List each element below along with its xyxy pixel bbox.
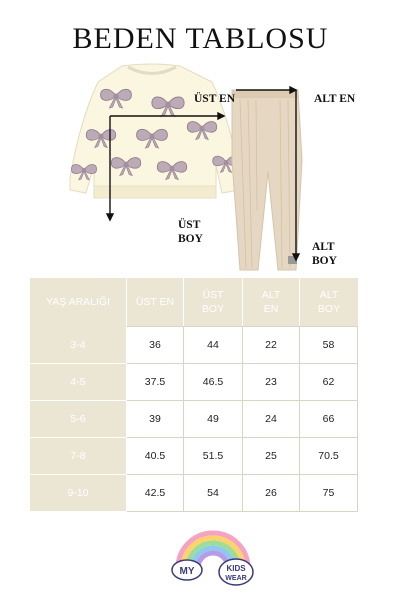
header-alt-boy: ALT BOY — [300, 278, 358, 326]
header-ust-en: ÜST EN — [127, 278, 184, 326]
cell-age: 3-4 — [30, 326, 127, 364]
label-alt-boy — [312, 240, 337, 268]
header-ust-boy: ÜST BOY — [184, 278, 243, 326]
brand-logo — [170, 526, 256, 588]
label-ust-boy — [178, 218, 203, 246]
label-alt-en: ALT EN — [314, 93, 356, 105]
cell-age: 5-6 — [30, 401, 127, 438]
table-header-row — [30, 278, 358, 326]
label-alt-boy-line1: ALT — [312, 241, 335, 253]
cell-ust-boy: 44 — [184, 326, 243, 364]
rainbow-icon — [170, 526, 256, 588]
logo-word-wear: WEAR — [225, 575, 247, 582]
page-title: BEDEN TABLOSU — [72, 22, 329, 55]
cell-ust-boy: 51.5 — [184, 438, 243, 475]
cell-ust-boy: 54 — [184, 475, 243, 512]
label-ust-boy-line1: ÜST — [178, 219, 201, 231]
table-row — [30, 364, 358, 401]
pants-shape — [232, 90, 302, 270]
cell-alt-en: 23 — [243, 364, 300, 401]
label-alt-boy-line2: BOY — [312, 255, 337, 267]
size-table — [30, 278, 358, 512]
cell-alt-en: 22 — [243, 326, 300, 364]
label-ust-en: ÜST EN — [194, 93, 236, 105]
cell-ust-en: 37.5 — [127, 364, 184, 401]
cell-alt-en: 25 — [243, 438, 300, 475]
cell-alt-boy: 75 — [300, 475, 358, 512]
cell-ust-en: 39 — [127, 401, 184, 438]
table-row — [30, 475, 358, 512]
label-ust-boy-line2: BOY — [178, 233, 203, 245]
table-row — [30, 401, 358, 438]
cell-alt-boy: 62 — [300, 364, 358, 401]
cell-age: 4-5 — [30, 364, 127, 401]
cell-ust-boy: 46.5 — [184, 364, 243, 401]
cell-ust-en: 42.5 — [127, 475, 184, 512]
cell-ust-en: 36 — [127, 326, 184, 364]
cell-alt-en: 26 — [243, 475, 300, 512]
sweater-shape — [70, 64, 240, 198]
header-alt-en: ALT EN — [243, 278, 300, 326]
table-row — [30, 438, 358, 475]
header-age: YAŞ ARALIĞI — [30, 278, 127, 326]
cell-ust-boy: 49 — [184, 401, 243, 438]
cell-alt-boy: 70.5 — [300, 438, 358, 475]
product-illustration — [0, 60, 401, 280]
cell-alt-boy: 58 — [300, 326, 358, 364]
table-row — [30, 326, 358, 364]
cell-age: 7-8 — [30, 438, 127, 475]
logo-word-my: MY — [179, 566, 195, 577]
cell-age: 9-10 — [30, 475, 127, 512]
logo-word-kids: KIDS — [226, 564, 246, 573]
cell-ust-en: 40.5 — [127, 438, 184, 475]
cell-alt-en: 24 — [243, 401, 300, 438]
cell-alt-boy: 66 — [300, 401, 358, 438]
